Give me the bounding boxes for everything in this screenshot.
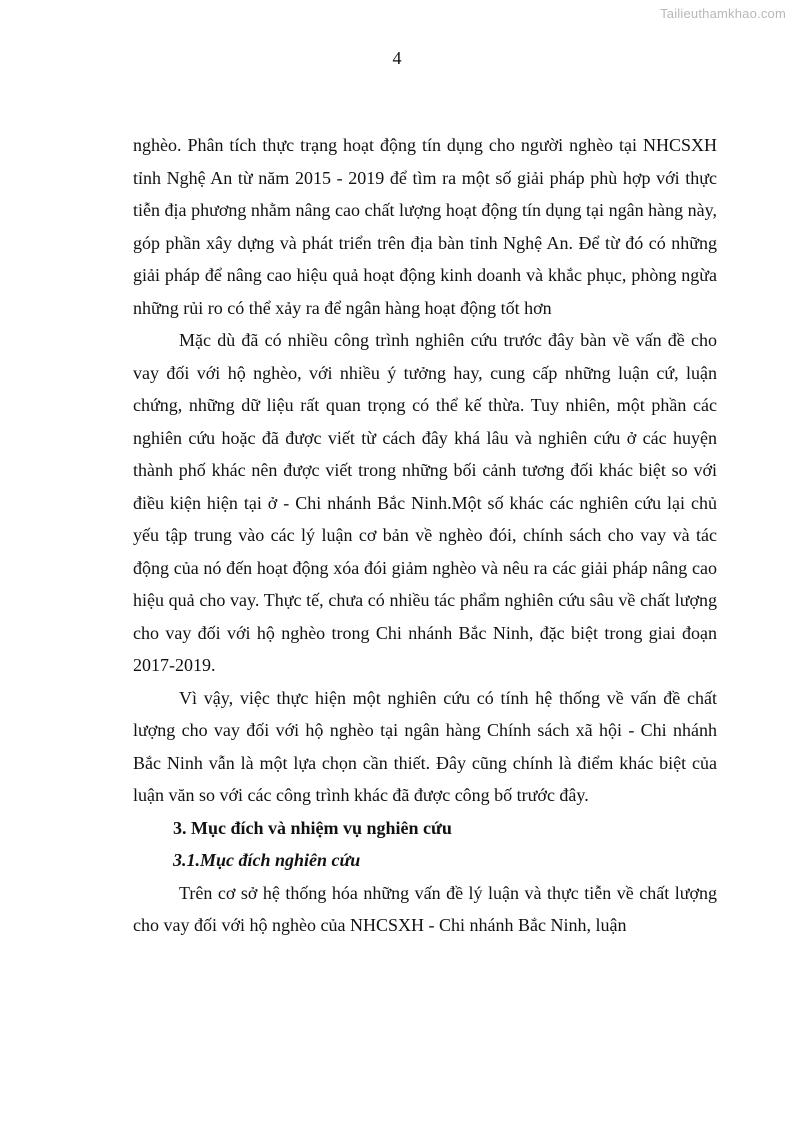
document-body xyxy=(133,129,717,942)
paragraph-continuation: nghèo. Phân tích thực trạng hoạt động tín dụng cho người nghèo tại NHCSXH tỉnh Nghệ An từ năm 2015 - 2019 để tìm ra một số giải pháp phù hợp với thực tiễn địa phương nhằm nâng cao chất lượng hoạt động tín dụng tại ngân hàng này, góp phần xây dựng và phát triển trên địa bàn tỉnh Nghệ An. Để từ đó có những giải pháp để nâng cao hiệu quả hoạt động kinh doanh và khắc phục, phòng ngừa những rủi ro có thể xảy ra để ngân hàng hoạt động tốt hơn xyxy=(133,135,717,318)
paragraph-purpose: Trên cơ sở hệ thống hóa những vấn đề lý luận và thực tiễn về chất lượng cho vay đối với hộ nghèo của NHCSXH - Chi nhánh Bắc Ninh, luận xyxy=(133,882,717,935)
page-number: 4 xyxy=(392,48,402,68)
section-heading-purpose-tasks: 3. Mục đích và nhiệm vụ nghiên cứu xyxy=(173,817,452,838)
subsection-heading-purpose: 3.1.Mục đích nghiên cứu xyxy=(173,850,361,870)
paragraph-research-gap: Vì vậy, việc thực hiện một nghiên cứu có tính hệ thống về vấn đề chất lượng cho vay đối với hộ nghèo tại ngân hàng Chính sách xã hội - Chi nhánh Bắc Ninh vẫn là một lựa chọn cần thiết. Đây cũng chính là điểm khác biệt của luận văn so với các công trình khác đã được công bố trước đây. xyxy=(133,687,717,805)
watermark: Tailieuthamkhao.com xyxy=(660,6,786,21)
paragraph-prior-research: Mặc dù đã có nhiều công trình nghiên cứu trước đây bàn về vấn đề cho vay đối với hộ nghèo, với nhiều ý tưởng hay, cung cấp những luận cứ, luận chứng, những dữ liệu rất quan trọng có thể kế thừa. Tuy nhiên, một phần các nghiên cứu hoặc đã được viết từ cách đây khá lâu và nghiên cứu ở các huyện thành phố khác nên được viết trong những bối cảnh tương đối khác biệt so với điều kiện hiện tại ở - Chi nhánh Bắc Ninh.Một số khác các nghiên cứu lại chủ yếu tập trung vào các lý luận cơ bản về nghèo đói, chính sách cho vay và tác động của nó đến hoạt động xóa đói giảm nghèo và nêu ra các giải pháp nâng cao hiệu quả cho vay. Thực tế, chưa có nhiều tác phẩm nghiên cứu sâu về chất lượng cho vay đối với hộ nghèo trong Chi nhánh Bắc Ninh, đặc biệt trong giai đoạn 2017-2019. xyxy=(133,330,717,675)
